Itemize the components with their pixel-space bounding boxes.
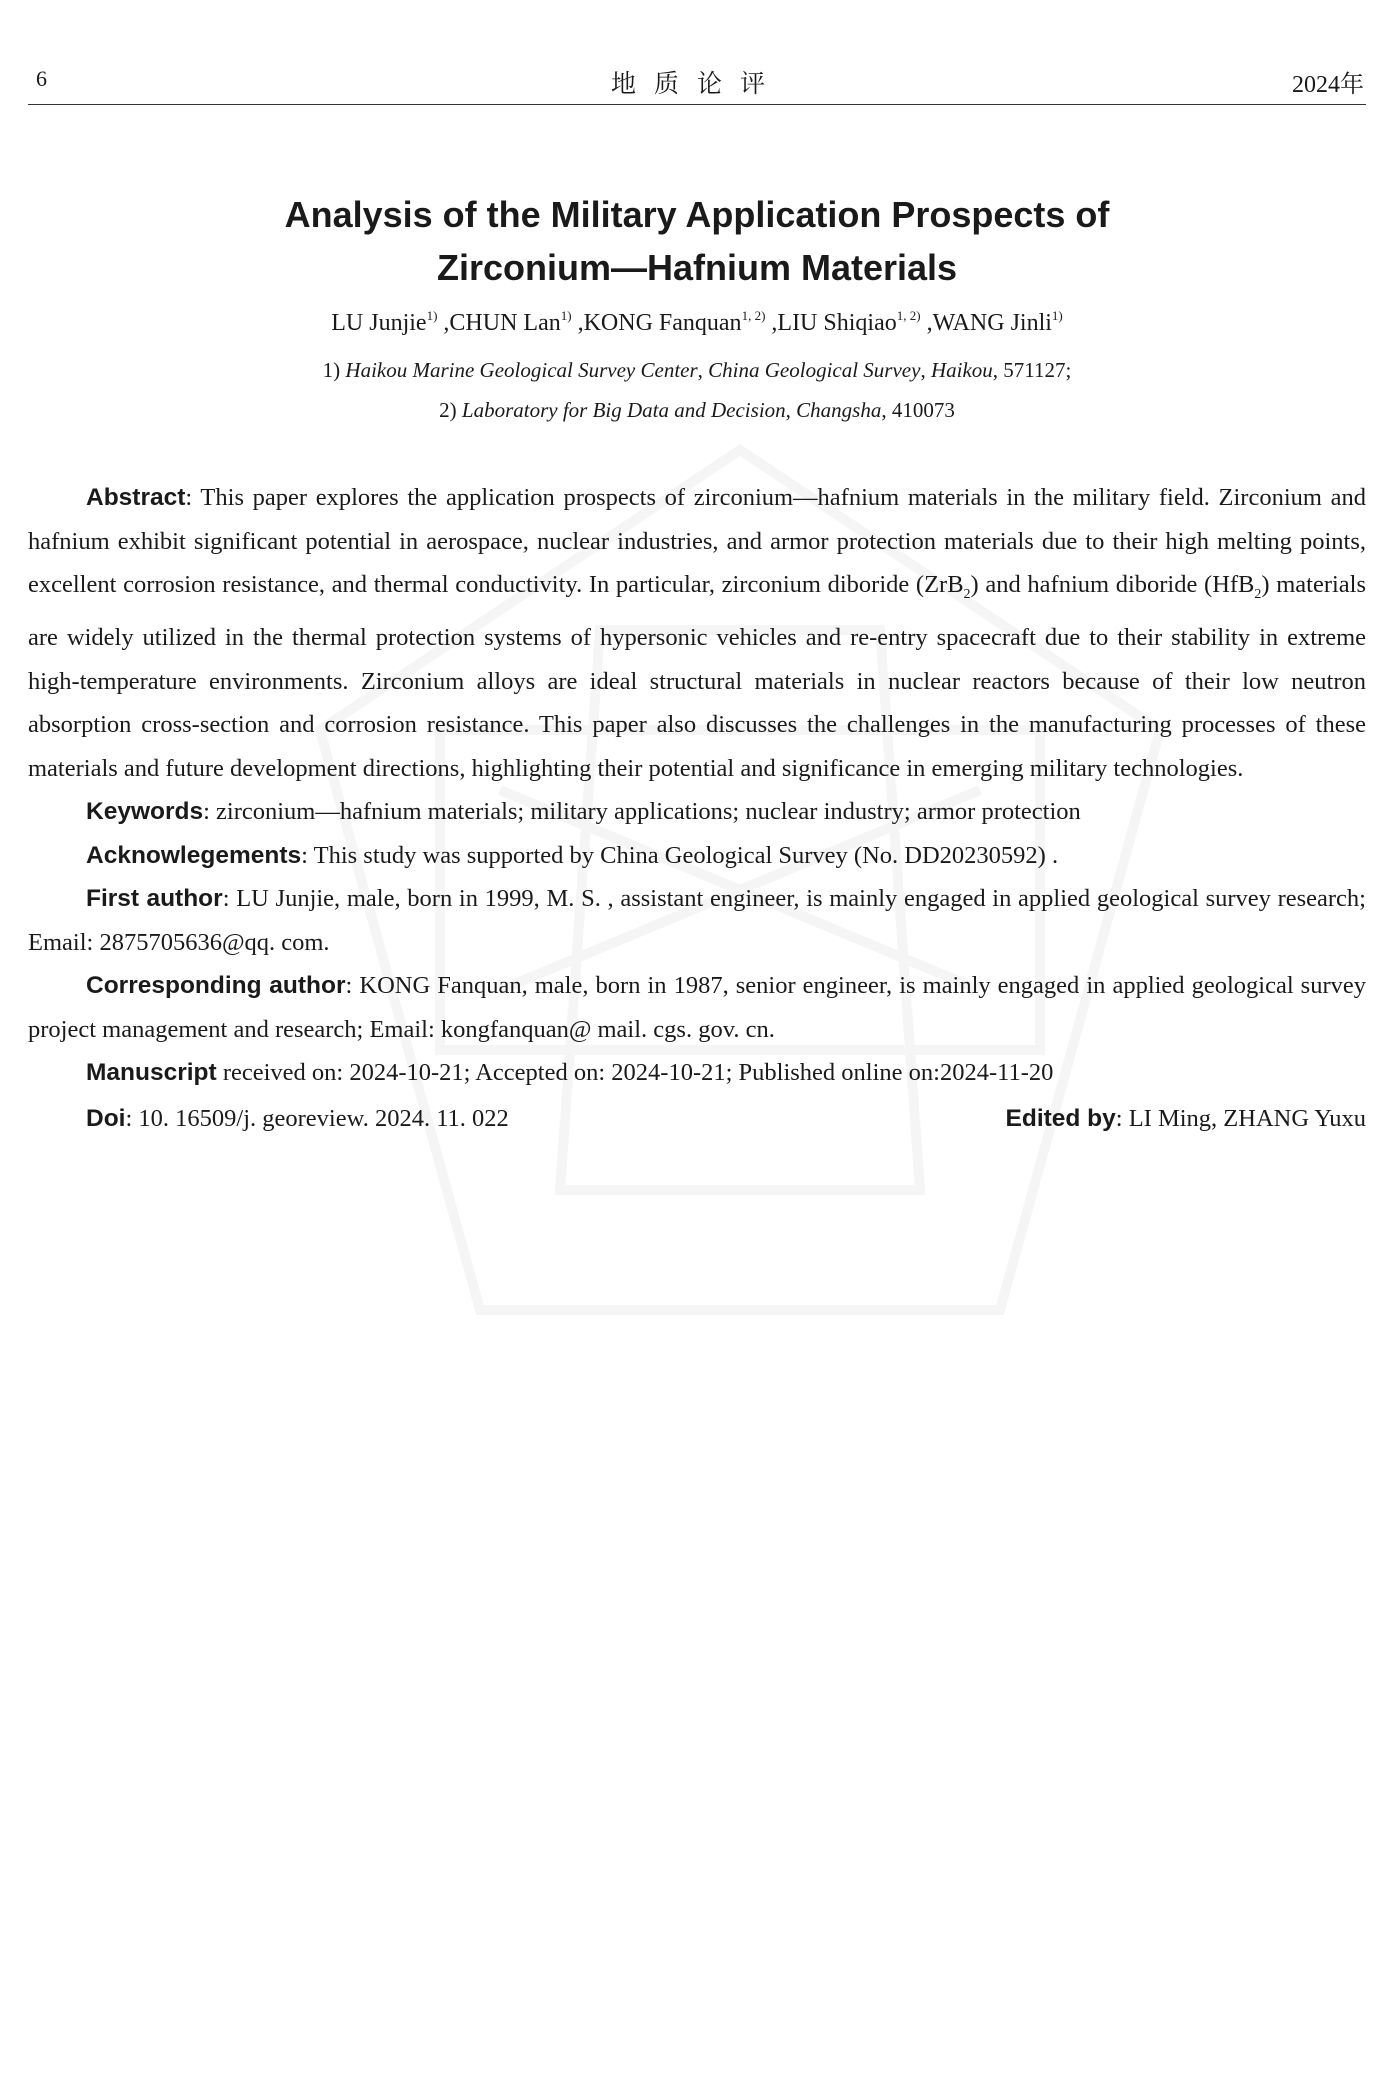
first-author: First author: LU Junjie, male, born in 1999, M. S. , assistant engineer, is mainly engaged in applied geological survey research; Email: 2875705636@qq. com. [28,885,1366,956]
author-list: LU Junjie$^{1)}$ ,CHUN Lan$^{1)}$ ,KONG Fanquan$^{1, 2)}$ ,LIU Shiqiao$^{1, 2)}$ ,WANG Jinli$^{1)}$ [331,308,1063,336]
keywords-text: zirconium—hafnium materials; military applications; nuclear industry; armor protection [216,798,1081,826]
doi-label: Doi [86,1104,126,1132]
abstract: Abstract: This paper explores the application prospects of zirconium—hafnium materials in the military field. Zirconium and hafnium exhibit significant potential in aerospace, nuclear industries, and armor protection materials due to their high melting points, excellent corrosion resistance, and thermal conductivity. In particular, zirconium diboride (ZrB$_2$) and hafnium diboride (HfB$_2$) materials are widely utilized in the thermal protection systems of hypersonic vehicles and re-entry spacecraft due to their stability in extreme high-temperature environments. Zirconium alloys are ideal structural materials in nuclear reactors because of their low neutron absorption cross-section and corrosion resistance. This paper also discusses the challenges in the manufacturing processes of these materials and future development directions, highlighting their potential and significance in emerging military technologies. [28,484,1367,782]
title-line-2: Zirconium—Hafnium Materials [436,247,958,288]
front-matter [28,476,1366,1140]
running-header [28,62,1366,105]
subscript: 2 [1254,586,1262,602]
abstract-label: Abstract [86,484,186,511]
abstract-text: This paper explores the application prospects of zirconium—hafnium materials in the military field. Zirconium and hafnium exhibit significant potential in aerospace, nuclear industries, and armor protection materials due to their high melting points, excellent corrosion resistance, and thermal conductivity. In particular, zirconium diboride (ZrB [28,484,1366,598]
doi-text: 10. 16509/j. georeview. 2024. 11. 022 [138,1104,509,1132]
journal-name: 地质论评 [610,69,783,98]
page-number: 6 [36,66,47,91]
issue-year: 2024年 [1292,72,1364,98]
author-affiliation-mark: 1, 2) [741,308,766,323]
doi-row: Doi: 10. 16509/j. georeview. 2024. 11. 022 Edited by: LI Ming, ZHANG Yuxu [28,1097,1366,1140]
author-affiliation-mark: 1) [426,308,438,323]
corresponding-author-label: Corresponding author [86,972,346,1000]
corresponding-author: Corresponding author: KONG Fanquan, male, born in 1987, senior engineer, is mainly engaged in applied geological survey project management and research; Email: kongfanquan@ mail. cgs. gov. cn. [28,972,1367,1043]
abstract-text: ) and hafnium diboride (HfB [970,571,1255,598]
author-name: LIU Shiqiao [777,310,897,336]
corresponding-author-text: KONG Fanquan, male, born in 1987, senior engineer, is mainly engaged in applied geological survey project management and research; Email: kongfanquan@ mail. cgs. gov. cn. [28,972,1367,1043]
manuscript-label: Manuscript [86,1059,217,1087]
manuscript-dates [28,1051,1366,1095]
edited-by-text: LI Ming, ZHANG Yuxu [1128,1104,1366,1132]
affiliation-postcode: 571127; [1003,358,1072,382]
affiliation-city: Haikou [930,358,993,382]
affiliation-1: 1) Haikou Marine Geological Survey Center, China Geological Survey, Haikou, 571127; [322,358,1072,382]
affiliation-org: Laboratory for Big Data and Decision [461,398,786,422]
paper-title [0,188,1394,294]
author-name: LU Junjie [331,310,427,336]
abstract-text: ) materials are widely utilized in the thermal protection systems of hypersonic vehicles and re-entry spacecraft due to their stability in extreme high-temperature environments. Zirconium alloys are ideal structural materials in nuclear reactors because of their low neutron absorption cross-section and corrosion resistance. This paper also discusses the challenges in the manufacturing processes of these materials and future development directions, highlighting their potential and significance in emerging military technologies. [28,571,1367,782]
affiliation-number: 2) [439,398,457,422]
acknowledgements-label: Acknowlegements [86,841,302,869]
affiliation-number: 1) [322,358,341,382]
subscript: 2 [963,586,971,602]
affiliation-2: 2) Laboratory for Big Data and Decision, Changsha, 410073 [439,398,955,422]
acknowledgements-text: This study was supported by China Geological Survey (No. DD20230592) . [313,841,1059,869]
author-affiliation-mark: 1) [560,308,572,323]
affiliation-org: Haikou Marine Geological Survey Center [345,358,698,382]
author-name: WANG Jinli [932,310,1052,336]
affiliation-postcode: 410073 [891,398,955,422]
author-affiliation-mark: 1) [1051,308,1063,323]
acknowledgements: Acknowlegements: This study was supported by China Geological Survey (No. DD20230592) . [86,841,1059,869]
keywords-label: Keywords [86,798,204,826]
first-author-text: LU Junjie, male, born in 1999, M. S. , assistant engineer, is mainly engaged in applied geological survey research; Email: 2875705636@qq. com. [28,885,1366,956]
first-author-label: First author [86,885,223,913]
edited-by-label: Edited by [1005,1104,1116,1132]
affiliation-city: Changsha [796,398,882,422]
author-affiliation-mark: 1, 2) [896,308,921,323]
manuscript-text: received on: 2024-10-21; Accepted on: 2024-10-21; Published online on:2024-11-20 [222,1059,1054,1087]
edited-by: Edited by: LI Ming, ZHANG Yuxu [1005,1104,1366,1132]
affiliation-org: China Geological Survey [708,358,921,382]
author-name: KONG Fanquan [583,310,742,336]
author-name: CHUN Lan [449,310,561,336]
keywords: Keywords: zirconium—hafnium materials; military applications; nuclear industry; armor protection [86,798,1081,826]
title-line-1: Analysis of the Military Application Prospects of [284,194,1110,235]
